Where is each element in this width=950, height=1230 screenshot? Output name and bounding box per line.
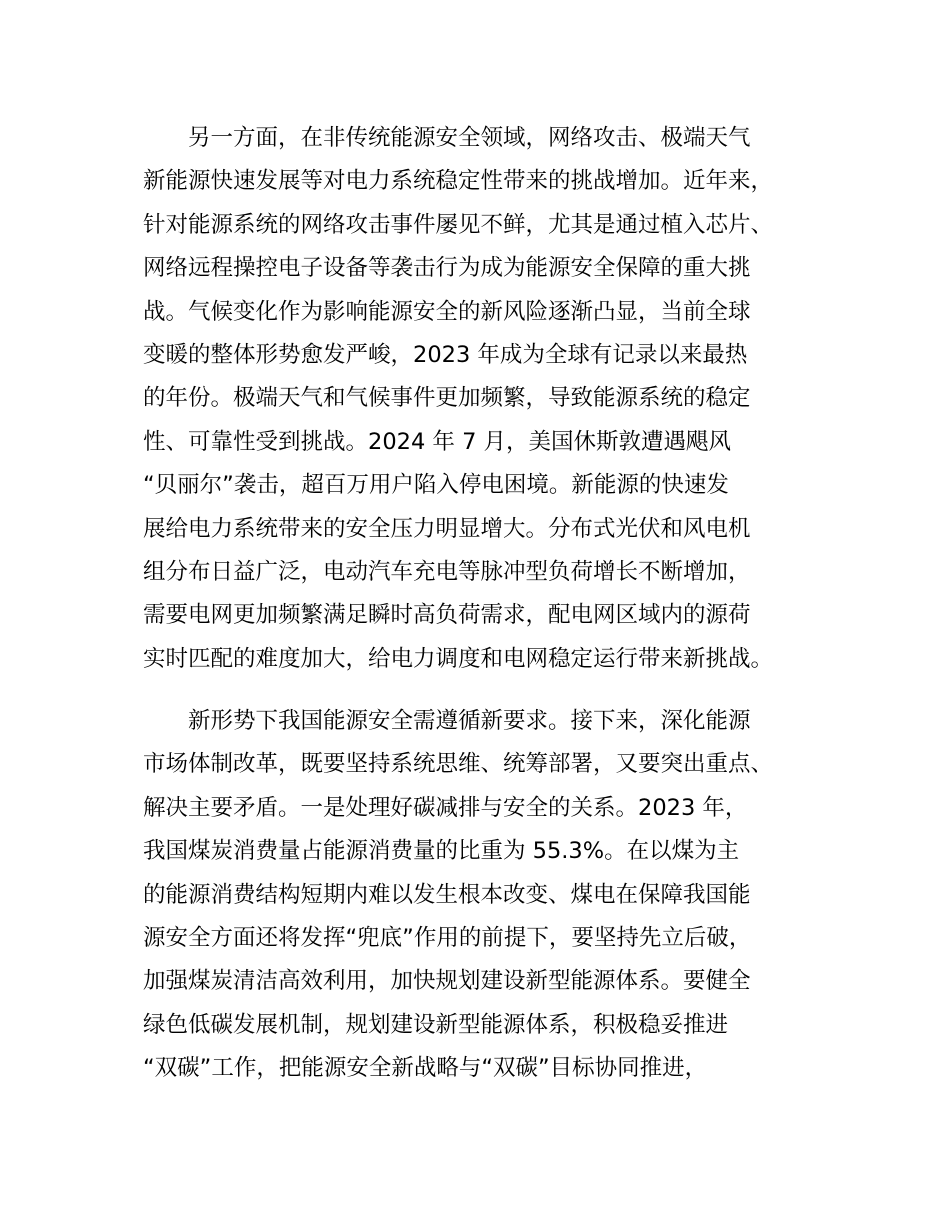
text-line: 我国煤炭消费量占能源消费量的比重为 55.3%。在以煤为主 xyxy=(143,838,740,865)
text-line: 源安全方面还将发挥“兜底”作用的前提下，要坚持先立后破， xyxy=(143,924,752,951)
text-line: 需要电网更加频繁满足瞬时高负荷需求，配电网区域内的源荷 xyxy=(143,602,751,629)
text-line: 新形势下我国能源安全需遵循新要求。接下来，深化能源 xyxy=(143,708,751,734)
text-line: 的能源消费结构短期内难以发生根本改变、煤电在保障我国能 xyxy=(143,881,751,908)
text-line: “贝丽尔”袭击，超百万用户陷入停电困境。新能源的快速发 xyxy=(143,472,729,499)
text-line: “双碳”工作，把能源安全新战略与“双碳”目标协同推进， xyxy=(143,1055,708,1082)
text-line: 加强煤炭清洁高效利用，加快规划建设新型能源体系。要健全 xyxy=(143,968,751,995)
text-line: 另一方面，在非传统能源安全领域，网络攻击、极端天气 xyxy=(143,125,751,151)
text-line: 针对能源系统的网络攻击事件屡见不鲜，尤其是通过植入芯片、 xyxy=(143,211,774,238)
paragraph-new-requirements xyxy=(143,700,843,1091)
text-line: 性、可靠性受到挑战。2024 年 7 月，美国休斯敦遭遇飓风 xyxy=(143,428,732,455)
text-line: 展给电力系统带来的安全压力明显增大。分布式光伏和风电机 xyxy=(143,515,751,542)
text-line: 新能源快速发展等对电力系统稳定性带来的挑战增加。近年来， xyxy=(143,168,774,195)
text-line: 市场体制改革，既要坚持系统思维、统筹部署，又要突出重点、 xyxy=(143,751,774,778)
paragraph-non-traditional-security xyxy=(143,117,843,681)
text-line: 组分布日益广泛，电动汽车充电等脉冲型负荷增长不断增加， xyxy=(143,558,751,585)
text-line: 的年份。极端天气和气候事件更加频繁，导致能源系统的稳定 xyxy=(143,385,751,412)
text-line: 绿色低碳发展机制，规划建设新型能源体系，积极稳妥推进 xyxy=(143,1011,729,1038)
text-line: 网络远程操控电子设备等袭击行为成为能源安全保障的重大挑 xyxy=(143,255,751,282)
text-line: 战。气候变化作为影响能源安全的新风险逐渐凸显，当前全球 xyxy=(143,298,751,325)
text-line: 变暖的整体形势愈发严峻，2023 年成为全球有记录以来最热 xyxy=(143,341,748,368)
text-line: 实时匹配的难度加大，给电力调度和电网稳定运行带来新挑战。 xyxy=(143,645,774,672)
text-line: 解决主要矛盾。一是处理好碳减排与安全的关系。2023 年， xyxy=(143,794,748,821)
